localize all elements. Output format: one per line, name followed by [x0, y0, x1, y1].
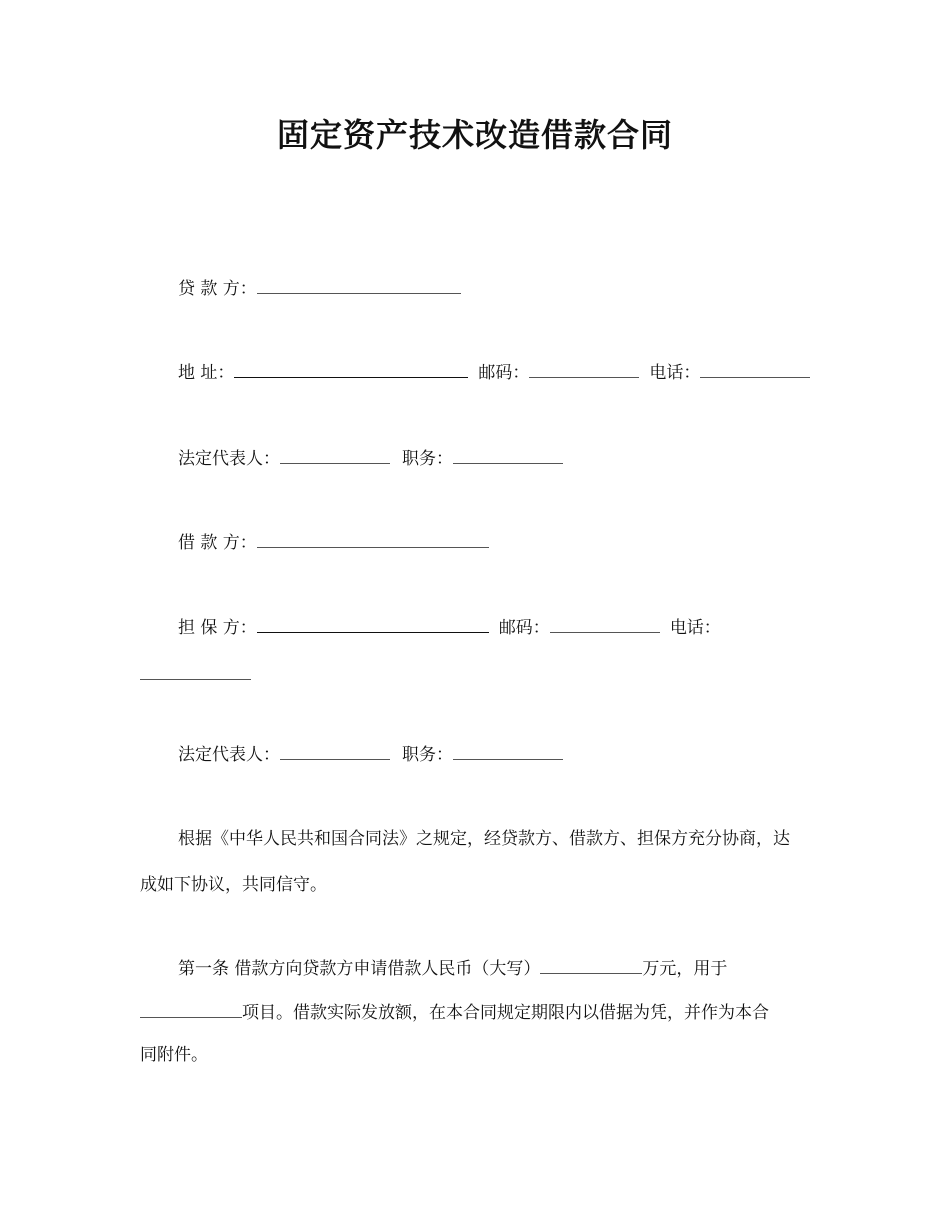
guarantor-rep-label: 法定代表人：: [178, 745, 280, 765]
guarantor-rep-title-label: 职务：: [402, 745, 453, 765]
article1-line-2: [140, 1000, 769, 1025]
article1-line-3: 同附件。: [140, 1045, 208, 1065]
guarantor-row: [178, 615, 721, 640]
lender-rep-row: [178, 446, 563, 471]
project-name-field[interactable]: [140, 1000, 242, 1018]
preamble-line-2: 成如下协议，共同信守。: [140, 875, 327, 895]
guarantor-phone-row: [140, 662, 251, 687]
guarantor-postcode-field[interactable]: [550, 615, 660, 633]
article1-line-1: [178, 956, 727, 981]
lender-row: [178, 276, 461, 301]
address-label: 地 址：: [178, 363, 235, 383]
phone-label: 电话：: [649, 363, 701, 383]
guarantor-rep-field[interactable]: [280, 742, 390, 760]
guarantor-postcode-label: 邮码：: [498, 618, 550, 638]
lender-rep-field[interactable]: [280, 446, 390, 464]
guarantor-rep-title-field[interactable]: [453, 742, 563, 760]
borrower-row: [178, 530, 489, 555]
postcode-field[interactable]: [529, 360, 639, 378]
article1-text-c: 项目。借款实际发放额，在本合同规定期限内以借据为凭，并作为本合: [242, 1003, 769, 1023]
lender-label: 贷 款 方：: [178, 279, 257, 299]
address-field[interactable]: [234, 360, 468, 378]
borrower-label: 借 款 方：: [178, 533, 257, 553]
borrower-name-field[interactable]: [257, 530, 489, 548]
guarantor-name-field[interactable]: [257, 615, 489, 633]
guarantor-rep-row: [178, 742, 563, 767]
article1-text-b: 万元，用于: [642, 959, 728, 979]
loan-amount-field[interactable]: [540, 956, 642, 974]
lender-rep-title-field[interactable]: [453, 446, 563, 464]
postcode-label: 邮码：: [478, 363, 530, 383]
lender-name-field[interactable]: [257, 276, 461, 294]
preamble-line-1: 根据《中华人民共和国合同法》之规定，经贷款方、借款方、担保方充分协商，达: [178, 829, 790, 849]
guarantor-phone-field[interactable]: [140, 662, 251, 680]
guarantor-phone-label: 电话：: [669, 618, 721, 638]
lender-rep-label: 法定代表人：: [178, 449, 280, 469]
contract-title: 固定资产技术改造借款合同: [276, 116, 673, 154]
article1-text-a: 第一条 借款方向贷款方申请借款人民币（大写）: [178, 959, 541, 979]
phone-field[interactable]: [700, 360, 810, 378]
address-row: [178, 360, 810, 385]
lender-rep-title-label: 职务：: [402, 449, 453, 469]
guarantor-label: 担 保 方：: [178, 618, 257, 638]
